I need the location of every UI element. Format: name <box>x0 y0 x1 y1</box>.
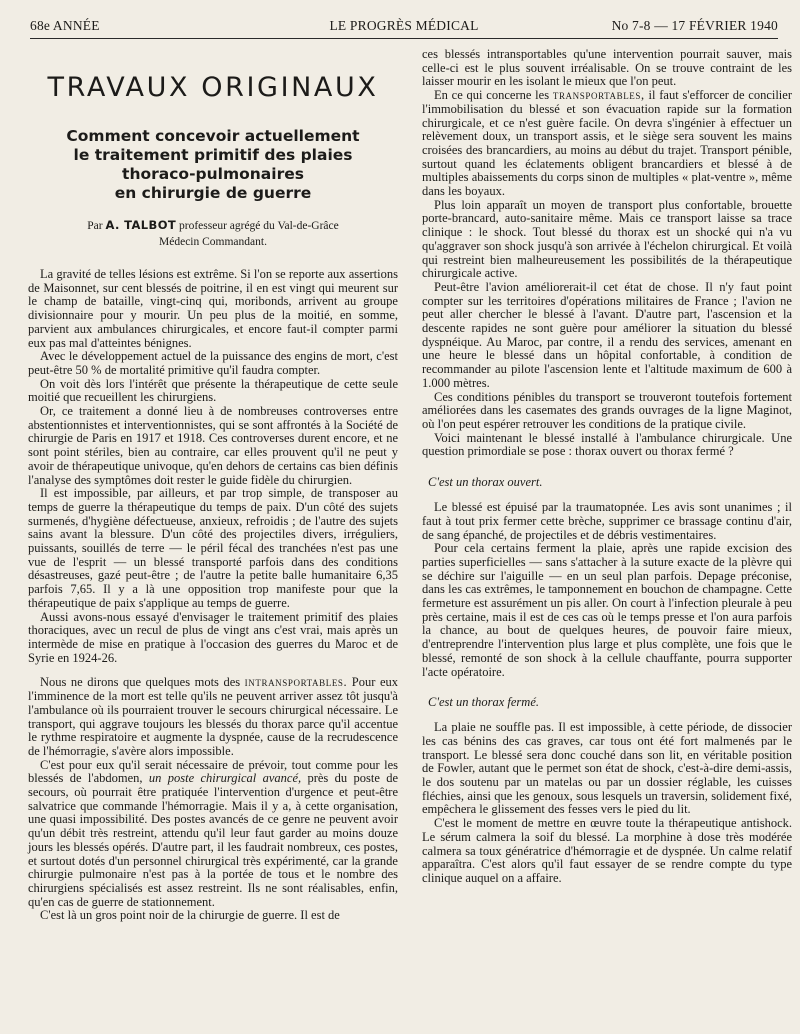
paragraph: Aussi avons-nous essayé d'envisager le traitement primitif des plaies thoraciques, avec un recul de plus de vingt ans c'est vrai, mais après un intermède de mise en pratique à l'occasion des guerres du Maroc et de Syrie en 1924-26. <box>28 609 398 665</box>
header-issue-date: No 7-8 — 17 FÉVRIER 1940 <box>611 18 778 33</box>
paragraph: Voici maintenant le blessé installé à l'ambulance chirurgicale. Une question primordiale se pose : thorax ouvert ou thorax fermé ? <box>422 430 792 459</box>
article-title-line: en chirurgie de guerre <box>114 184 312 202</box>
author-rank: Médecin Commandant. <box>159 236 267 248</box>
paragraph: Avec le développement actuel de la puissance des engins de mort, c'est peut-être 50 % de mortalité primitive qu'il faudra compter. <box>28 349 398 377</box>
page-header <box>30 18 778 36</box>
byline-prefix: Par <box>87 220 103 232</box>
emphasis-poste-chirurgical: un poste chirurgical avancé, <box>148 771 302 786</box>
paragraph: C'est le moment de mettre en œuvre toute la thérapeutique antishock. Le sérum calmera la soif du blessé. La morphine à dose très modérée calmera sa toux génératrice d'hémorragie et de dyspnée. Un calme relatif apparaîtra. C'est alors qu'il faut essayer de se rendre compte du type clinique auquel on a affaire. <box>422 816 792 885</box>
right-column <box>422 48 792 886</box>
paragraph <box>422 89 792 199</box>
term-transportables: transportables, <box>552 88 645 103</box>
paragraph-text: il faut s'efforcer de concilier l'immobilisation du blessé et son évacuation rapide sur la formation chirurgicale, et ce n'est guère facile. On devra s'ingénier à effectuer un relèvement doux, un transport assis, et le siège sera souvent les mains croisées des brancardiers, au moins au début du trajet. Transport pénible, surtout quand les éclatements obligent brancardiers et blessé à de multiples abaissements du corps sinon de multiples « plat-ventre », même dans les boyaux. <box>422 88 792 199</box>
header-journal-title: LE PROGRÈS MÉDICAL <box>329 18 479 33</box>
byline <box>28 217 398 250</box>
author-title: professeur agrégé du Val-de-Grâce <box>179 220 339 232</box>
paragraph: On voit dès lors l'intérêt que présente la thérapeutique de cette seule moitié que recueillent les chirurgiens. <box>28 376 398 405</box>
paragraph: Pour cela certains ferment la plaie, après une rapide excision des parties superficielles — sans s'attacher à la suture exacte de la plèvre qui se déchire sur l'aiguille — en un seul plan parfois. Depage préconise, dans les cas extrêmes, le tamponnement en bouchon de champagne. Cette fermeture est assurément un pis aller. On court à l'infection pleurale à peu près certaine, mais il est de ces cas où le temps presse et l'on aura parfois la chance, au bout de quelques heures, de pouvoir faire mieux, d'entreprendre l'intervention plus large et plus complète, une fois que le blessé, remonté de son shock à la cellule chauffante, pourra supporter l'acte opératoire. <box>422 541 792 679</box>
paragraph: ces blessés intransportables qu'une intervention pourrait sauver, mais celle-ci est le plus souvent irréalisable. On se trouve contraint de les laisser mourir en les isolant le mieux que l'on peut. <box>422 47 792 89</box>
paragraph-text: Nous ne dirons que quelques mots des <box>40 675 241 690</box>
paragraph-text: près du poste de secours, où pourrait être pratiquée l'intervention d'urgence et peut-être salvatrice que commande l'hémorragie. Mais il y a, à cette organisation, une quasi impossibilité. Des postes avancés de ce genre ne peuvent avoir qu'un débit très restreint, attendu qu'il leur faut garder au moins douze jours les blessés opérés. D'autre part, il les faudrait nombreux, ces postes, et surtout dotés d'un personnel chirurgical très expérimenté, car la grande chirurgie pulmonaire n'est pas à la portée de tous et le nombre des chirurgiens spécialisés est assez restreint. Ils ne sont réalisables, enfin, qu'en cas de guerre de stationnement. <box>28 771 398 909</box>
paragraph-text: Pour eux l'imminence de la mort est telle qu'ils ne peuvent arriver assez tôt jusqu'à l'ambulance où ils pourraient trouver le secours chirurgical nécessaire. Le transport, qui aggrave toujours les blessés du thorax parce qu'il accentue le rythme respiratoire et augmente la dyspnée, cause de la recrudescence de l'hémorragie, s'avère alors impossible. <box>28 675 398 758</box>
author-name: A. TALBOT <box>105 218 177 232</box>
paragraph: Ces conditions pénibles du transport se trouveront toutefois fortement améliorées dans les casemates des grands ouvrages de la ligne Maginot, où l'on peut espérer retrouver les conditions de la pratique civile. <box>422 389 792 431</box>
paragraph: C'est là un gros point noir de la chirurgie de guerre. Il est de <box>40 908 340 923</box>
article-title-line: Comment concevoir actuellement <box>66 127 360 145</box>
term-intransportables: intransportables. <box>244 675 348 690</box>
paragraph: Plus loin apparaît un moyen de transport plus confortable, brouette porte-brancard, auto-sanitaire même. Mais ce transport laisse sa trace clinique : le shock. Tout blessé du thorax est un shocké qui n'a vu qu'aggraver son shock jusqu'à son arrivée à l'échelon chirurgical. Et voilà qui restreint bien malheureusement les possibilités de la thérapeutique chirurgicale active. <box>422 197 792 281</box>
article-title <box>28 127 398 203</box>
header-year: 68e ANNÉE <box>30 18 100 33</box>
subheading-thorax-ferme: C'est un thorax fermé. <box>428 695 539 710</box>
paragraph-text: En ce qui concerne les <box>434 88 550 103</box>
paragraph: Le blessé est épuisé par la traumatopnée. Les avis sont unanimes ; il faut à tout prix fermer cette brèche, supprimer ce brassage continu d'air, de sang épanché, de projectiles et de débris vestimentaires. <box>422 500 792 542</box>
paragraph <box>28 676 398 758</box>
paragraph-text: C'est pour eux qu'il serait nécessaire de prévoir, tout comme pour les blessés de l'abdomen, <box>28 757 398 786</box>
left-column <box>28 44 398 923</box>
article-title-line: le traitement primitif des plaies <box>73 146 353 164</box>
paragraph: Or, ce traitement a donné lieu à de nombreuses controverses entre abstentionnistes et interventionnistes, qui se sont affrontés à la Société de chirurgie de Paris en 1917 et 1918. Ces controverses durent encore, et ne sont point stériles, bien au contraire, car elles prouvent qu'il ne peut y avoir de thérapeutique univoque, qu'en dehors de certains cas bien définis l'analyse des symptômes doit rester le guide fidèle du chirurgien. <box>28 404 398 487</box>
paragraph: Il est impossible, par ailleurs, et par trop simple, de transposer au temps de guerre la thérapeutique du temps de paix. D'un côté des sujets surmenés, d'hygiène défectueuse, anxieux, refroidis ; de l'autre des sujets sains avant la blessure. D'un côté des projectiles divers, irréguliers, puissants, souillés de terre — le péril fécal des tranchées n'est pas une vue de l'esprit — un blessé transporté parfois dans des conditions désastreuses, gazé peut-être ; de l'autre la petite balle humanitaire 6,35 parfois 7,65. Il y a là une opposition trop manifeste pour que la thérapeutique de paix s'applique au temps de guerre. <box>28 486 398 610</box>
paragraph: La plaie ne souffle pas. Il est impossible, à cette période, de dissocier les cas bénins des cas graves, car tous ont été fort malmenés par le transport. Le blessé sera donc couché dans son lit, en véritable position de Fowler, autant que le permet son état de shock, c'est-à-dire demi-assis, le dos soutenu par un matelas ou par un dossier réglable, les cuisses fléchies, ainsi que les genoux, sous lesquels un traversin, solidement fixé, empêchera le glissement des fesses vers le pied du lit. <box>422 720 792 817</box>
paragraph: Peut-être l'avion améliorerait-il cet état de chose. Il n'y faut point compter sur les territoires d'opérations militaires de France ; l'avion ne peut aller chercher le blessé à l'avant. D'autre part, l'ascension et la descente rapides ne sont guère pour améliorer la situation du blessé dyspnéique. Au Maroc, par contre, il a rendu des services, amenant en une heure le blessé dans un hôpital confortable, à condition de recommander au pilote l'ascension lente et l'altitude maximum de 600 à 1.000 mètres. <box>422 279 792 390</box>
subheading-thorax-ouvert: C'est un thorax ouvert. <box>428 475 543 490</box>
header-rule <box>30 38 778 39</box>
paragraph <box>28 759 398 910</box>
section-title: TRAVAUX ORIGINAUX <box>47 72 379 103</box>
paragraph: La gravité de telles lésions est extrême. Si l'on se reporte aux assertions de Maisonnet, sur cent blessés de poitrine, il en est vingt qui meurent sur le champ de bataille, vingt-cinq qui, moribonds, arrivent au groupe divisionnaire pour y mourir. Un peu plus de la moitié, en somme, parvient aux ambulances chirurgicales, et encore faut-il compter parmi eux pas mal d'atteintes bénignes. <box>28 267 398 350</box>
article-title-line: thoraco-pulmonaires <box>122 165 304 183</box>
